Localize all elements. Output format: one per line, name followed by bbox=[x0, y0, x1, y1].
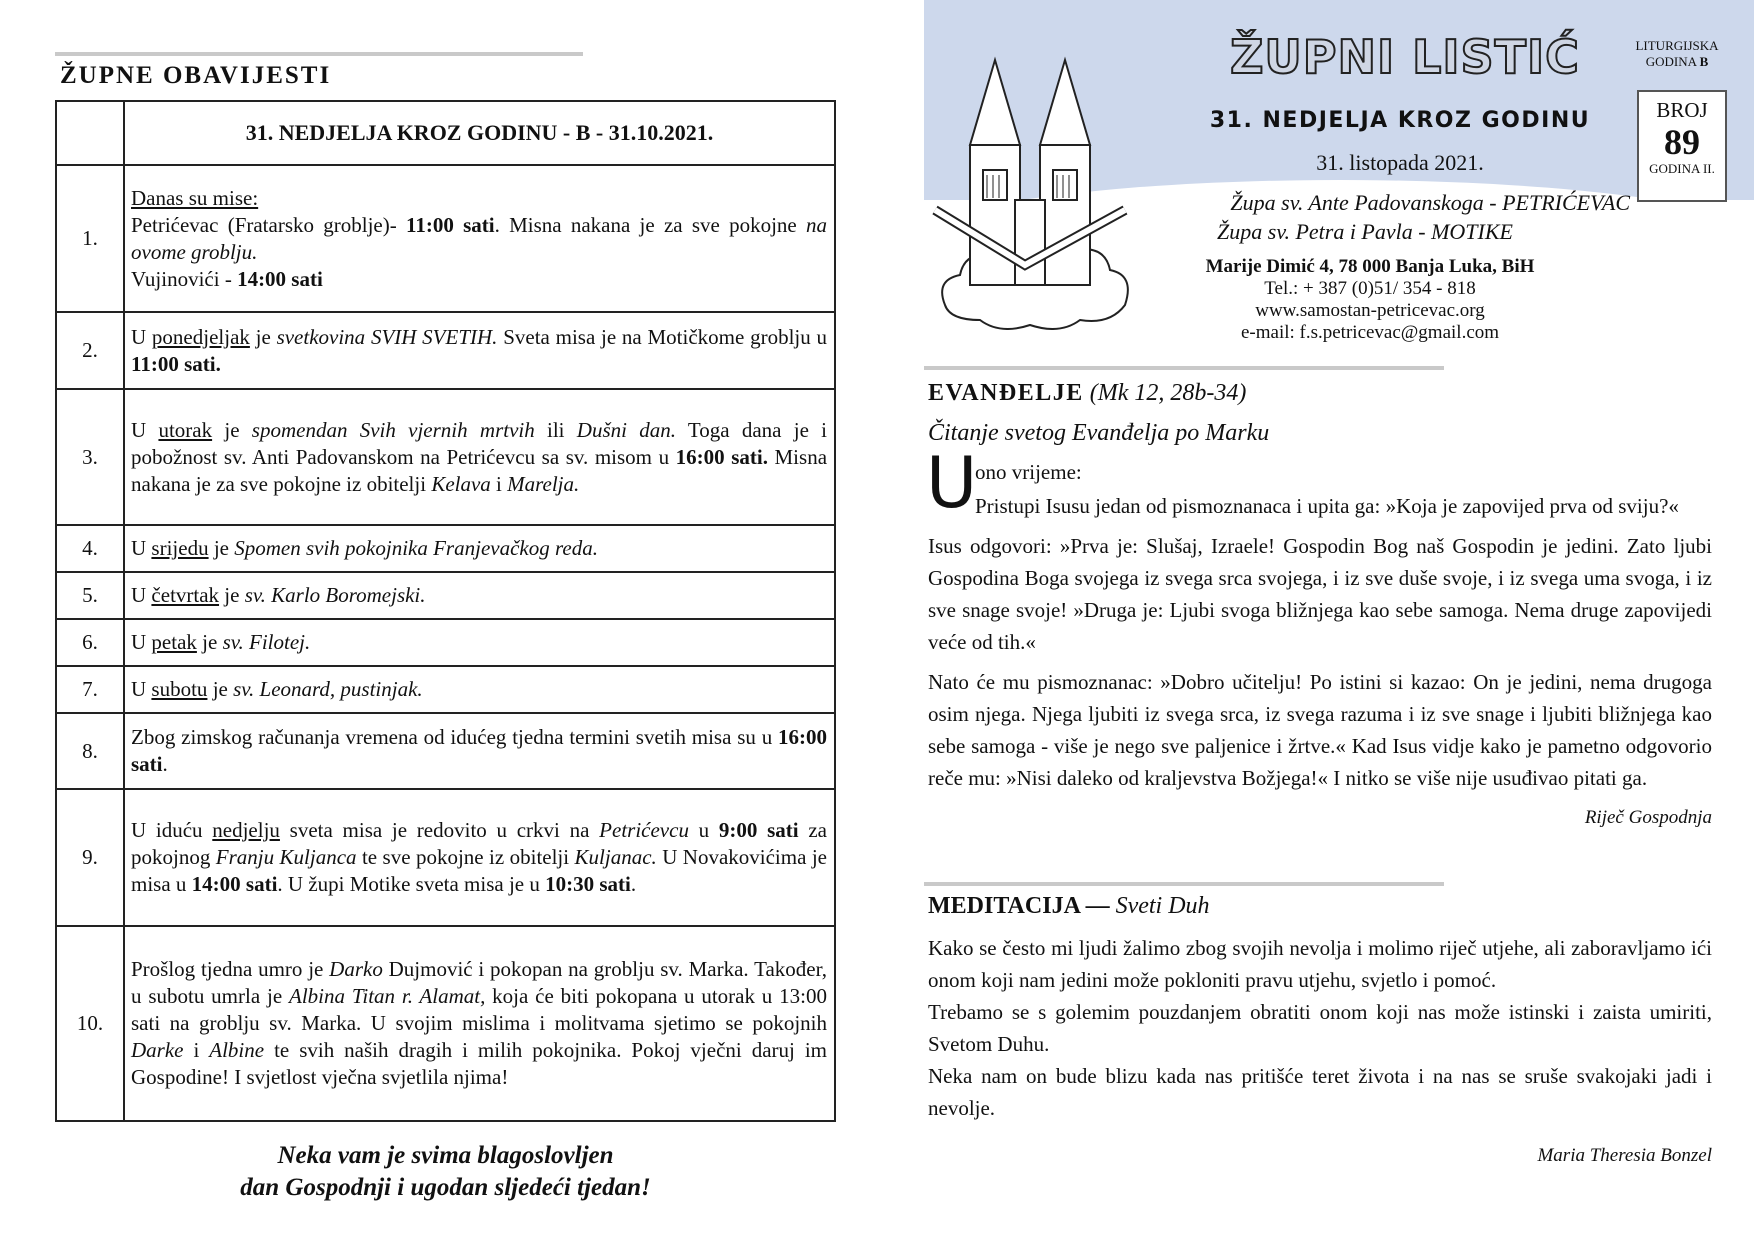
row-text-segment: je bbox=[249, 324, 277, 349]
table-row bbox=[56, 525, 835, 572]
row-text-segment: 9:00 sati bbox=[718, 818, 799, 842]
row-text-segment: i bbox=[183, 1038, 210, 1062]
row-number: 9. bbox=[56, 789, 124, 926]
row-number: 1. bbox=[56, 165, 124, 312]
table-row bbox=[56, 389, 835, 525]
meditation-paragraph: Neka nam on bude blizu kada nas pritišće teret života i na nas se sruše svakojaki jadi i nevolje. bbox=[928, 1064, 1712, 1120]
parish-motike: Župa sv. Petra i Pavla - MOTIKE bbox=[1217, 219, 1513, 244]
liturgical-year-label: LITURGIJSKA bbox=[1635, 38, 1719, 53]
meditation-heading bbox=[928, 893, 1210, 920]
closing-line-2: dan Gospodnji i ugodan sljedeći tjedan! bbox=[240, 1174, 651, 1201]
row-number: 8. bbox=[56, 713, 124, 789]
meditation-title: MEDITACIJA — bbox=[928, 893, 1116, 919]
meditation-subtitle: Sveti Duh bbox=[1115, 893, 1210, 919]
row-text bbox=[124, 312, 835, 389]
row-text-segment: Franju Kuljanca bbox=[215, 845, 357, 869]
liturgical-year-value bbox=[1625, 54, 1729, 70]
row-text-segment: Albina Titan r. Alamat, bbox=[289, 984, 486, 1008]
issue-label: BROJ bbox=[1656, 98, 1708, 122]
parish-petricevac: Župa sv. Ante Padovanskoga - PETRIĆEVAC bbox=[1230, 190, 1630, 215]
row-text-segment: Darke bbox=[131, 1038, 184, 1062]
row-number: 7. bbox=[56, 666, 124, 713]
row-text-segment: na ovome groblju. bbox=[131, 212, 827, 264]
row-number: 3. bbox=[56, 389, 124, 525]
announcements-title: ŽUPNE OBAVIJESTI bbox=[60, 62, 332, 89]
row-text-segment: . Misna nakana je za sve pokojne bbox=[494, 212, 806, 237]
telephone: Tel.: + 387 (0)51/ 354 - 818 bbox=[1264, 278, 1476, 299]
row-text-segment: U bbox=[131, 536, 152, 560]
row-text-segment: 11:00 sati. bbox=[131, 351, 221, 376]
row-text bbox=[124, 619, 835, 666]
meditation-paragraph: Trebamo se s golemim pouzdanjem obratiti onom koji nas može istinski i zaista umiriti, Svetom Duhu. bbox=[928, 1000, 1712, 1056]
table-header-blank bbox=[56, 101, 124, 165]
row-text-segment: Kuljanac. bbox=[574, 845, 657, 869]
row-text bbox=[124, 926, 835, 1121]
row-text-segment: Marelja. bbox=[507, 471, 580, 496]
gospel-divider bbox=[924, 882, 1444, 886]
row-text bbox=[124, 713, 835, 789]
gospel-paragraph: Isus odgovori: »Prva je: Slušaj, Izraele! Gospodin Bog naš Gospodin je jedini. Zato ljubi Gospodina Boga svojega iz svega srca svojega, i iz sve duše svoje, i iz svega uma svoga, i iz sve snage svoje! »Druga je: Ljubi svoga bližnjega kao sebe samoga. Nema druge zapovijedi veće od tih.« bbox=[928, 534, 1712, 654]
row-number: 10. bbox=[56, 926, 124, 1121]
table-row bbox=[56, 165, 835, 312]
row-text-segment: Prošlog tjedna umro je bbox=[131, 957, 330, 981]
row-text-segment: Toga dana je i pobožnost sv. Anti Padovanskom na Petrićevcu sa sv. misom u bbox=[131, 417, 827, 469]
row-text-segment: U bbox=[131, 630, 152, 654]
row-text-segment: Zbog zimskog računanja vremena od idućeg tjedna termini svetih misa su u bbox=[131, 725, 778, 749]
row-text-segment: subotu bbox=[151, 677, 208, 701]
row-text-segment: sveta misa je redovito u crkvi na bbox=[279, 818, 600, 842]
bulletin-date: 31. listopada 2021. bbox=[1316, 150, 1484, 175]
row-text-segment: nedjelju bbox=[212, 818, 280, 842]
row-text-segment: 16:00 sati bbox=[131, 725, 827, 776]
row-text-segment: i bbox=[490, 471, 508, 496]
table-row bbox=[56, 619, 835, 666]
table-row bbox=[56, 789, 835, 926]
row-text-segment: Darko bbox=[329, 957, 383, 981]
gospel-dropcap: U bbox=[926, 442, 978, 524]
row-text-segment: za pokojnog bbox=[131, 818, 827, 869]
contact-block bbox=[1170, 256, 1570, 344]
row-text-segment: petak bbox=[151, 630, 197, 654]
row-number: 2. bbox=[56, 312, 124, 389]
row-text-segment: U iduću bbox=[131, 818, 213, 842]
row-text bbox=[124, 389, 835, 525]
bulletin-title: ŽUPNI LISTIĆ bbox=[1230, 30, 1580, 84]
row-text-segment: sv. Leonard, pustinjak. bbox=[233, 677, 423, 701]
gospel-title: EVANĐELJE bbox=[928, 380, 1084, 406]
gospel-first-line: ono vrijeme: bbox=[975, 460, 1082, 484]
row-text-segment: je bbox=[219, 583, 245, 607]
row-text-segment: 14:00 sati bbox=[191, 872, 278, 896]
table-row bbox=[56, 312, 835, 389]
row-text-segment: sv. Karlo Boromejski. bbox=[244, 583, 426, 607]
row-text-segment: 10:30 sati bbox=[545, 872, 631, 896]
row-text-segment: je bbox=[207, 677, 234, 701]
row-text-segment: Albine bbox=[209, 1038, 265, 1062]
announcements-table bbox=[55, 100, 836, 1122]
row-text-segment: . bbox=[630, 872, 637, 896]
row-text-segment: ponedjeljak bbox=[151, 324, 250, 349]
sunday-title: 31. NEDJELJA KROZ GODINU bbox=[1209, 108, 1591, 133]
row-text bbox=[124, 789, 835, 926]
church-logo-icon bbox=[925, 50, 1135, 330]
row-text-segment: 11:00 sati bbox=[405, 212, 495, 237]
row-text-segment: je bbox=[208, 536, 235, 560]
row-text-segment: Petrićevcu bbox=[599, 818, 689, 842]
row-text-segment: te sve pokojne iz obitelji bbox=[356, 845, 575, 869]
liturgical-year bbox=[1625, 38, 1729, 70]
gospel-paragraph: Pristupi Isusu jedan od pismoznanaca i upita ga: »Koja je zapovijed prva od sviju?« bbox=[975, 494, 1679, 518]
liturgical-year-godina: GODINA bbox=[1645, 54, 1700, 69]
table-row bbox=[56, 713, 835, 789]
row-text-segment: srijedu bbox=[151, 536, 209, 560]
closing-blessing bbox=[55, 1140, 836, 1204]
gospel-body bbox=[928, 490, 1712, 834]
table-row bbox=[56, 572, 835, 619]
row-text-segment: U bbox=[131, 677, 152, 701]
table-row bbox=[56, 926, 835, 1121]
row-text-segment: svetkovina SVIH SVETIH. bbox=[276, 324, 498, 349]
gospel-closing: Riječ Gospodnja bbox=[1584, 807, 1712, 828]
email-link[interactable]: e-mail: f.s.petricevac@gmail.com bbox=[1240, 322, 1500, 343]
row-number: 6. bbox=[56, 619, 124, 666]
row-text-segment: četvrtak bbox=[151, 583, 220, 607]
row-text-segment: 16:00 sati. bbox=[675, 444, 768, 469]
row-text bbox=[124, 572, 835, 619]
row-text-segment: . U župi Motike sveta misa je u bbox=[277, 872, 546, 896]
row-text-segment: koja će biti pokopana u utorak u 13:00 sati na groblju sv. Marka. U svojim mislima i molitvama sjetimo se pokojnih bbox=[131, 984, 827, 1035]
row-text-segment: Dušni dan. bbox=[576, 417, 676, 442]
meditation-author: Maria Theresia Bonzel bbox=[1537, 1145, 1712, 1166]
row-text-segment: . bbox=[162, 752, 168, 776]
table-header-row bbox=[56, 101, 835, 165]
row-number: 5. bbox=[56, 572, 124, 619]
row-text-segment: spomendan Svih vjernih mrtvih bbox=[251, 417, 535, 442]
left-top-rule bbox=[55, 52, 583, 56]
row-text-segment: Kelava bbox=[431, 471, 491, 496]
meditation-body bbox=[928, 932, 1712, 1172]
table-header-title: 31. NEDJELJA KROZ GODINU - B - 31.10.2021. bbox=[124, 101, 835, 165]
row-text-segment: U bbox=[131, 583, 152, 607]
gospel-heading bbox=[928, 380, 1246, 407]
row-text bbox=[124, 666, 835, 713]
row-text-segment: Vujinovići - bbox=[131, 266, 238, 291]
row-text-segment: je bbox=[196, 630, 223, 654]
row-text-segment: u bbox=[688, 818, 719, 842]
row-text-segment: Sveta misa je na Motičkome groblju u bbox=[497, 324, 827, 349]
issue-year: GODINA II. bbox=[1649, 161, 1715, 176]
website-link[interactable]: www.samostan-petricevac.org bbox=[1255, 300, 1485, 321]
row-text-segment: je bbox=[212, 417, 252, 442]
row-text-segment: U Novakovićima je misa u bbox=[131, 845, 828, 896]
row-text-segment: Petrićevac (Fratarsko groblje)- bbox=[131, 212, 406, 237]
gospel-subtitle: Čitanje svetog Evanđelja po Marku bbox=[928, 420, 1270, 446]
issue-number: 89 bbox=[1664, 122, 1700, 162]
table-row bbox=[56, 666, 835, 713]
row-text-segment: ili bbox=[534, 417, 577, 442]
row-text-segment: te svih naših dragih i milih pokojnika. Pokoj vječni daruj im Gospodine! I svjetlost vječna svjetlila njima! bbox=[131, 1038, 827, 1089]
row-text-segment: U bbox=[131, 324, 152, 349]
row-text-segment: Spomen svih pokojnika Franjevačkog reda. bbox=[234, 536, 598, 560]
address: Marije Dimić 4, 78 000 Banja Luka, BiH bbox=[1205, 256, 1535, 277]
gospel-paragraph: Nato će mu pismoznanac: »Dobro učitelju! Po istini si kazao: On je jedini, nema drugoga osim njega. Njega ljubiti iz svega srca, iz svega razuma i iz sve snage i ljubiti bližnjega kao sebe samoga - više je nego sve paljenice i žrtve.« Kad Isus vidje kako je pametno odgovorio reče mu: »Nisi daleko od kraljevstva Božjega!« I nitko se više nije usuđivao pitati ga. bbox=[928, 670, 1712, 790]
closing-line-1: Neka vam je svima blagoslovljen bbox=[277, 1142, 614, 1169]
meditation-paragraph: Kako se često mi ljudi žalimo zbog svojih nevolja i molimo riječ utjehe, ali zaboravljamo ići onom koji nam jedini može pokloniti pravu utjehu, svjetlo i pomoć. bbox=[928, 936, 1712, 992]
row-text bbox=[124, 525, 835, 572]
issue-number-box bbox=[1637, 90, 1727, 202]
header-divider bbox=[924, 366, 1444, 370]
row-text-segment: 14:00 sati bbox=[237, 266, 323, 291]
row-number: 4. bbox=[56, 525, 124, 572]
row-text-segment: U bbox=[131, 417, 159, 442]
row-text-segment: Danas su mise: bbox=[131, 185, 259, 210]
row-text-segment: Misna nakana je za sve pokojne iz obitelji bbox=[131, 444, 828, 496]
gospel-reference: (Mk 12, 28b-34) bbox=[1089, 380, 1247, 406]
row-text-segment: utorak bbox=[158, 417, 213, 442]
row-text-segment: Dujmović i pokopan na groblju sv. Marka. Također, u subotu umrla je bbox=[131, 957, 827, 1008]
row-text-segment: sv. Filotej. bbox=[222, 630, 311, 654]
liturgical-year-letter: B bbox=[1699, 54, 1709, 69]
row-text bbox=[124, 165, 835, 312]
